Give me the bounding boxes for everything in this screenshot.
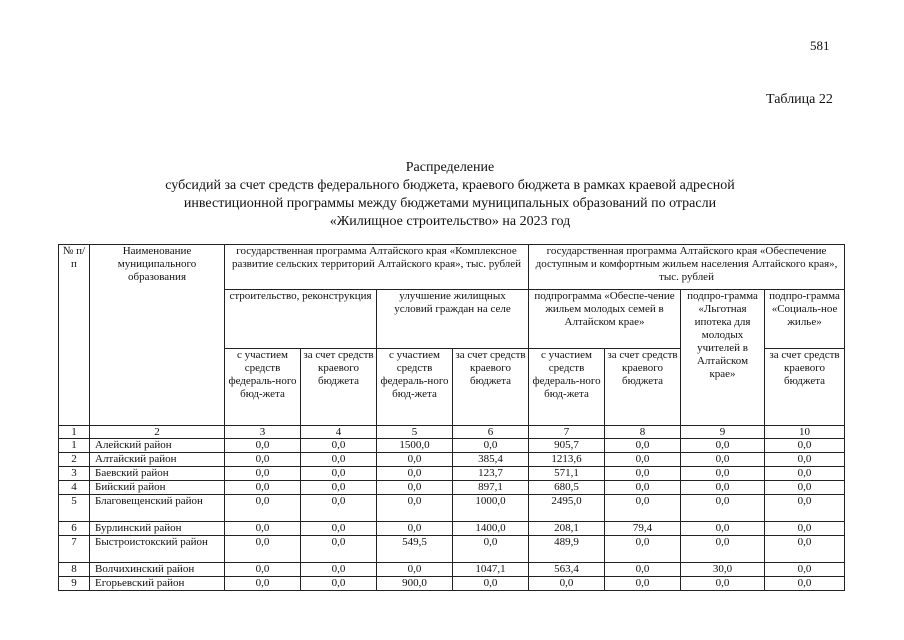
value-cell: 0,0	[765, 481, 845, 495]
municipality-name: Алтайский район	[90, 453, 225, 467]
heading-line-2: субсидий за счет средств федерального бюджета, краевого бюджета в рамках краевой адресной	[165, 178, 735, 193]
table-row	[59, 577, 845, 591]
value-cell: 123,7	[453, 467, 529, 481]
value-cell: 0,0	[301, 467, 377, 481]
row-number: 3	[59, 467, 90, 481]
header-number: № п/п	[59, 245, 90, 426]
column-number-row	[59, 426, 845, 439]
value-cell: 2495,0	[529, 495, 605, 522]
value-cell: 0,0	[225, 481, 301, 495]
municipality-name: Благовещенский район	[90, 495, 225, 522]
row-number: 5	[59, 495, 90, 522]
value-cell: 0,0	[225, 439, 301, 453]
value-cell: 0,0	[225, 522, 301, 536]
value-cell: 0,0	[605, 453, 681, 467]
column-number: 8	[605, 426, 681, 439]
header-young-families: подпрограмма «Обеспе-чение жильем молодых семей в Алтайском крае»	[529, 290, 681, 349]
column-number: 4	[301, 426, 377, 439]
value-cell: 0,0	[225, 495, 301, 522]
value-cell: 0,0	[605, 467, 681, 481]
municipality-name: Егорьевский район	[90, 577, 225, 591]
value-cell: 0,0	[225, 453, 301, 467]
municipality-name: Алейский район	[90, 439, 225, 453]
table-row	[59, 563, 845, 577]
column-number: 6	[453, 426, 529, 439]
heading-line-4: «Жилищное строительство» на 2023 год	[329, 214, 571, 229]
value-cell: 0,0	[301, 439, 377, 453]
header-regional: за счет средств краевого бюджета	[453, 349, 529, 426]
column-number: 3	[225, 426, 301, 439]
header-municipality: Наименование муниципального образования	[90, 245, 225, 426]
value-cell: 0,0	[681, 522, 765, 536]
header-teachers-mortgage: подпро-грамма «Льготная ипотека для молодых учителей в Алтайском крае»	[681, 290, 765, 426]
value-cell: 549,5	[377, 536, 453, 563]
header-program-rural: государственная программа Алтайского края «Комплексное развитие сельских территорий Алтайского края», тыс. рублей	[225, 245, 529, 290]
value-cell: 0,0	[681, 453, 765, 467]
value-cell: 0,0	[453, 439, 529, 453]
municipality-name: Баевский район	[90, 467, 225, 481]
table-row	[59, 495, 845, 522]
value-cell: 0,0	[225, 467, 301, 481]
value-cell: 0,0	[301, 536, 377, 563]
header-construction: строительство, реконструкция	[225, 290, 377, 349]
value-cell: 0,0	[681, 439, 765, 453]
value-cell: 900,0	[377, 577, 453, 591]
value-cell: 0,0	[605, 563, 681, 577]
table-row	[59, 522, 845, 536]
value-cell: 0,0	[681, 495, 765, 522]
table-row	[59, 453, 845, 467]
value-cell: 0,0	[301, 453, 377, 467]
value-cell: 0,0	[377, 467, 453, 481]
value-cell: 0,0	[301, 495, 377, 522]
value-cell: 571,1	[529, 467, 605, 481]
value-cell: 0,0	[301, 522, 377, 536]
column-number: 5	[377, 426, 453, 439]
value-cell: 1400,0	[453, 522, 529, 536]
document-heading	[100, 159, 800, 231]
municipality-name: Бийский район	[90, 481, 225, 495]
value-cell: 0,0	[765, 453, 845, 467]
row-number: 9	[59, 577, 90, 591]
value-cell: 489,9	[529, 536, 605, 563]
table-row	[59, 536, 845, 563]
value-cell: 0,0	[605, 481, 681, 495]
column-number: 2	[90, 426, 225, 439]
column-number: 10	[765, 426, 845, 439]
municipality-name: Волчихинский район	[90, 563, 225, 577]
value-cell: 0,0	[765, 522, 845, 536]
value-cell: 0,0	[765, 577, 845, 591]
value-cell: 0,0	[225, 563, 301, 577]
value-cell: 0,0	[605, 577, 681, 591]
value-cell: 1047,1	[453, 563, 529, 577]
value-cell: 0,0	[301, 563, 377, 577]
value-cell: 1000,0	[453, 495, 529, 522]
value-cell: 1213,6	[529, 453, 605, 467]
municipality-name: Бурлинский район	[90, 522, 225, 536]
value-cell: 30,0	[681, 563, 765, 577]
header-program-housing: государственная программа Алтайского края «Обеспечение доступным и комфортным жильем населения Алтайского края», тыс. рублей	[529, 245, 845, 290]
value-cell: 563,4	[529, 563, 605, 577]
value-cell: 79,4	[605, 522, 681, 536]
value-cell: 0,0	[301, 481, 377, 495]
value-cell: 0,0	[529, 577, 605, 591]
value-cell: 0,0	[377, 453, 453, 467]
value-cell: 680,5	[529, 481, 605, 495]
value-cell: 0,0	[225, 536, 301, 563]
value-cell: 0,0	[605, 536, 681, 563]
value-cell: 0,0	[765, 467, 845, 481]
header-regional: за счет средств краевого бюджета	[605, 349, 681, 426]
value-cell: 905,7	[529, 439, 605, 453]
row-number: 1	[59, 439, 90, 453]
column-number: 1	[59, 426, 90, 439]
value-cell: 897,1	[453, 481, 529, 495]
value-cell: 0,0	[681, 467, 765, 481]
header-regional: за счет средств краевого бюджета	[765, 349, 845, 426]
value-cell: 0,0	[681, 536, 765, 563]
value-cell: 0,0	[765, 439, 845, 453]
value-cell: 0,0	[377, 563, 453, 577]
header-regional: за счет средств краевого бюджета	[301, 349, 377, 426]
value-cell: 0,0	[377, 481, 453, 495]
value-cell: 0,0	[301, 577, 377, 591]
value-cell: 1500,0	[377, 439, 453, 453]
row-number: 8	[59, 563, 90, 577]
value-cell: 0,0	[765, 563, 845, 577]
row-number: 4	[59, 481, 90, 495]
value-cell: 0,0	[453, 536, 529, 563]
value-cell: 0,0	[765, 536, 845, 563]
municipality-name: Быстроистокский район	[90, 536, 225, 563]
row-number: 2	[59, 453, 90, 467]
header-social-housing: подпро-грамма «Социаль-ное жилье»	[765, 290, 845, 349]
value-cell: 0,0	[453, 577, 529, 591]
row-number: 6	[59, 522, 90, 536]
table-row	[59, 439, 845, 453]
column-number: 9	[681, 426, 765, 439]
heading-line-3: инвестиционной программы между бюджетами муниципальных образований по отрасли	[183, 196, 717, 211]
value-cell: 0,0	[225, 577, 301, 591]
table-row	[59, 481, 845, 495]
value-cell: 0,0	[605, 495, 681, 522]
value-cell: 0,0	[765, 495, 845, 522]
subsidy-table	[58, 244, 845, 591]
header-federal: с участием средств федераль-ного бюд-жета	[529, 349, 605, 426]
value-cell: 0,0	[377, 495, 453, 522]
table-row	[59, 467, 845, 481]
value-cell: 208,1	[529, 522, 605, 536]
header-federal: с участием средств федераль-ного бюд-жета	[377, 349, 453, 426]
value-cell: 0,0	[605, 439, 681, 453]
heading-line-1: Распределение	[405, 160, 495, 175]
value-cell: 0,0	[377, 522, 453, 536]
header-improvement: улучшение жилищных условий граждан на селе	[377, 290, 529, 349]
value-cell: 0,0	[681, 577, 765, 591]
column-number: 7	[529, 426, 605, 439]
page-number: 581	[810, 38, 830, 53]
table-label: Таблица 22	[766, 92, 833, 107]
value-cell: 0,0	[681, 481, 765, 495]
header-federal: с участием средств федераль-ного бюд-жета	[225, 349, 301, 426]
value-cell: 385,4	[453, 453, 529, 467]
row-number: 7	[59, 536, 90, 563]
